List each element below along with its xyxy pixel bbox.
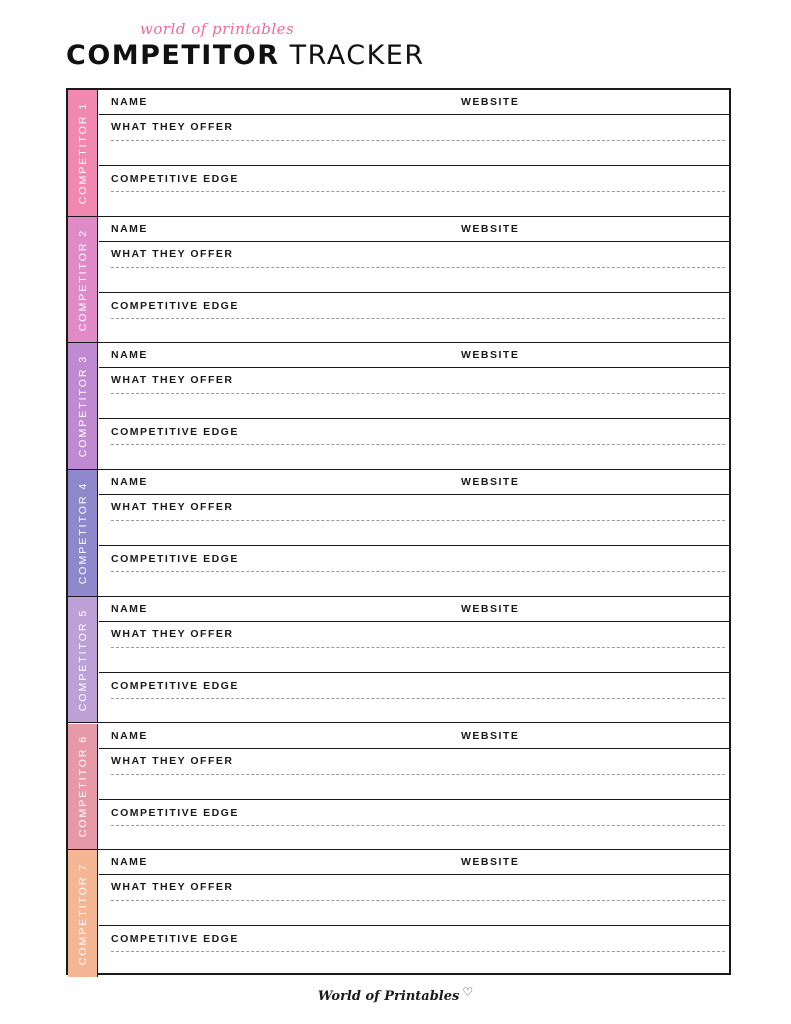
offer-field-line[interactable] <box>99 799 729 800</box>
offer-field-line[interactable] <box>99 165 729 166</box>
competitive-edge-label: COMPETITIVE EDGE <box>111 426 239 439</box>
edge-line[interactable] <box>111 191 725 192</box>
website-label: WEBSITE <box>461 476 520 489</box>
name-label: NAME <box>111 602 148 615</box>
competitor-tab-label: COMPETITOR 3 <box>76 354 89 458</box>
heart-icon: ♡ <box>462 985 474 999</box>
offer-line[interactable] <box>111 393 725 394</box>
name-field-line[interactable] <box>99 367 729 368</box>
name-field-line[interactable] <box>99 748 729 749</box>
brand-script-logo: world of printables <box>140 20 295 38</box>
website-label: WEBSITE <box>461 856 520 869</box>
what-they-offer-label: WHAT THEY OFFER <box>111 627 234 640</box>
offer-line[interactable] <box>111 774 725 775</box>
what-they-offer-label: WHAT THEY OFFER <box>111 754 234 767</box>
competitive-edge-label: COMPETITIVE EDGE <box>111 806 239 819</box>
website-label: WEBSITE <box>461 602 520 615</box>
competitor-tab <box>68 470 98 596</box>
website-label: WEBSITE <box>461 349 520 362</box>
competitor-tab-label: COMPETITOR 7 <box>76 862 89 965</box>
competitor-section <box>68 850 729 977</box>
title-bold: COMPETITOR <box>66 40 280 71</box>
website-label: WEBSITE <box>461 222 520 235</box>
competitor-tab <box>68 850 98 977</box>
competitive-edge-label: COMPETITIVE EDGE <box>111 933 239 946</box>
competitor-tab-label: COMPETITOR 4 <box>76 481 89 585</box>
edge-line[interactable] <box>111 698 725 699</box>
competitive-edge-label: COMPETITIVE EDGE <box>111 553 239 566</box>
competitor-section <box>68 724 729 851</box>
name-field-line[interactable] <box>99 874 729 875</box>
offer-line[interactable] <box>111 900 725 901</box>
offer-field-line[interactable] <box>99 545 729 546</box>
competitor-tab-label: COMPETITOR 2 <box>76 228 89 331</box>
competitor-section <box>68 343 729 470</box>
name-field-line[interactable] <box>99 494 729 495</box>
what-they-offer-label: WHAT THEY OFFER <box>111 881 234 894</box>
competitor-tab <box>68 90 98 216</box>
footer-logo <box>0 985 791 1004</box>
competitive-edge-label: COMPETITIVE EDGE <box>111 299 239 312</box>
edge-line[interactable] <box>111 444 725 445</box>
name-label: NAME <box>111 729 148 742</box>
offer-field-line[interactable] <box>99 418 729 419</box>
name-label: NAME <box>111 476 148 489</box>
edge-line[interactable] <box>111 825 725 826</box>
edge-line[interactable] <box>111 571 725 572</box>
competitor-tab <box>68 217 98 343</box>
offer-line[interactable] <box>111 140 725 141</box>
name-field-line[interactable] <box>99 621 729 622</box>
competitor-fields <box>99 597 729 723</box>
offer-line[interactable] <box>111 267 725 268</box>
offer-field-line[interactable] <box>99 925 729 926</box>
competitor-tab-label: COMPETITOR 1 <box>76 101 89 205</box>
website-label: WEBSITE <box>461 729 520 742</box>
competitor-tab-label: COMPETITOR 5 <box>76 608 89 711</box>
offer-field-line[interactable] <box>99 292 729 293</box>
competitor-fields <box>99 724 729 850</box>
website-label: WEBSITE <box>461 96 520 108</box>
competitor-section <box>68 217 729 344</box>
competitor-section <box>68 597 729 724</box>
competitor-tab-label: COMPETITOR 6 <box>76 735 89 838</box>
offer-line[interactable] <box>111 647 725 648</box>
competitive-edge-label: COMPETITIVE EDGE <box>111 679 239 692</box>
offer-line[interactable] <box>111 520 725 521</box>
footer-logo-text: World of Printables <box>317 989 460 1004</box>
page-title <box>66 40 425 71</box>
competitor-tab <box>68 343 98 469</box>
name-label: NAME <box>111 222 148 235</box>
competitor-tab <box>68 724 98 850</box>
what-they-offer-label: WHAT THEY OFFER <box>111 374 234 387</box>
name-label: NAME <box>111 349 148 362</box>
competitor-tracker-table <box>66 88 731 975</box>
edge-line[interactable] <box>111 318 725 319</box>
competitor-section <box>68 470 729 597</box>
competitor-section <box>68 90 729 217</box>
what-they-offer-label: WHAT THEY OFFER <box>111 121 234 133</box>
name-label: NAME <box>111 856 148 869</box>
competitor-fields <box>99 90 729 216</box>
what-they-offer-label: WHAT THEY OFFER <box>111 501 234 514</box>
title-light: TRACKER <box>289 40 425 71</box>
competitor-fields <box>99 343 729 469</box>
competitor-tab <box>68 597 98 723</box>
competitor-fields <box>99 470 729 596</box>
name-field-line[interactable] <box>99 114 729 115</box>
competitor-fields <box>99 217 729 343</box>
offer-field-line[interactable] <box>99 672 729 673</box>
name-field-line[interactable] <box>99 241 729 242</box>
edge-line[interactable] <box>111 951 725 952</box>
competitive-edge-label: COMPETITIVE EDGE <box>111 173 239 185</box>
competitor-fields <box>99 850 729 977</box>
what-they-offer-label: WHAT THEY OFFER <box>111 247 234 260</box>
name-label: NAME <box>111 96 148 108</box>
